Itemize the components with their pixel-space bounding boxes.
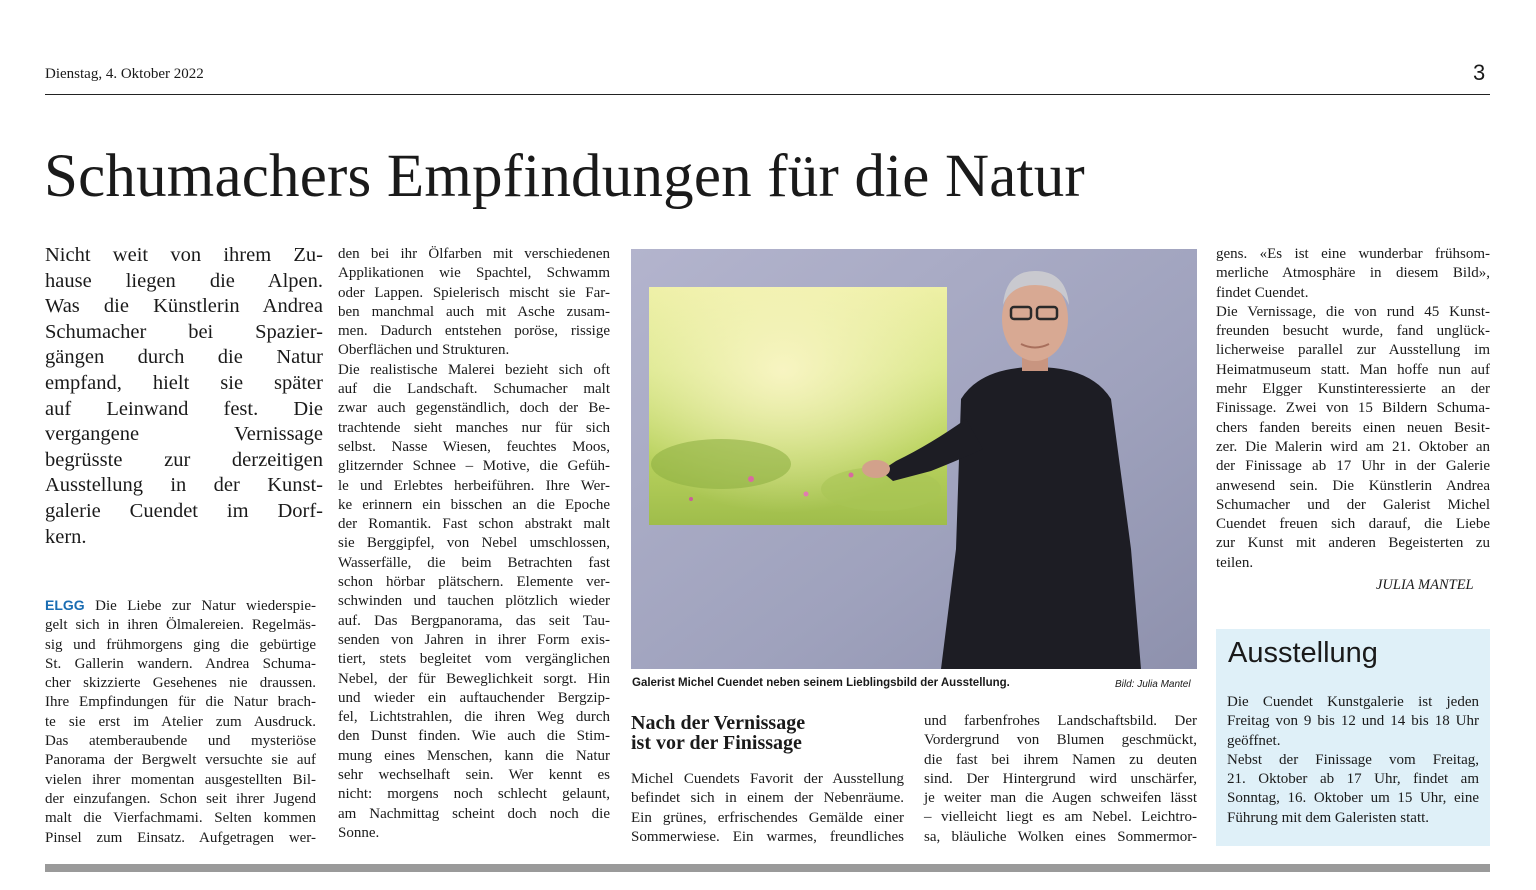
column-line: Vordergrund von Blumen geschmückt, bbox=[924, 732, 1197, 749]
column-line: Ihre Empfindungen für die Natur brach- bbox=[45, 694, 316, 711]
lead-line: begrüsste zur derzeitigen bbox=[45, 448, 323, 471]
column-line: nicht: morgens noch schlecht gelaunt, bbox=[338, 786, 610, 803]
column-line: den Dunst finden. Wie auch die Stim- bbox=[338, 728, 610, 745]
column-line: te sie erst im Atelier zum Ausdruck. bbox=[45, 713, 316, 730]
info-line: geöffnet. bbox=[1227, 732, 1281, 749]
column-line: men. Dadurch entstehen poröse, rissige bbox=[338, 323, 610, 340]
column-line: der einzufangen. Schon seit ihrer Jugend bbox=[45, 790, 316, 807]
column-line: St. Gallerin wandern. Andrea Schuma- bbox=[45, 655, 316, 672]
column-line: die fast bei ihrem Namen zu deuten bbox=[924, 751, 1197, 768]
column-line: der Finissage ab 17 Uhr in der Galerie bbox=[1216, 458, 1490, 475]
column-line: tiert, stets begleitet vom vergänglichen bbox=[338, 651, 610, 668]
headline: Schumachers Empfindungen für die Natur bbox=[44, 143, 1085, 210]
column-line: Sommerwiese. Ein warmes, freundliches bbox=[631, 828, 904, 845]
lead-line: Schumacher bei Spazier- bbox=[45, 320, 323, 343]
column-line: mung eines Menschen, kann die Natur bbox=[338, 747, 610, 764]
column-line: sig und frühmorgens ging die gebürtige bbox=[45, 636, 316, 653]
column-3 bbox=[631, 770, 904, 847]
column-line: ke erinnern ein bisschen an die Epoche bbox=[338, 496, 610, 513]
column-line: teilen. bbox=[1216, 554, 1254, 571]
lead-line: kern. bbox=[45, 525, 87, 548]
column-line: Finissage. Zwei von 15 Bildern Schuma- bbox=[1216, 400, 1490, 417]
subheading-line: Nach der Vernissage bbox=[631, 712, 806, 734]
lead-line: empfand, hielt sie später bbox=[45, 371, 323, 394]
column-2 bbox=[338, 245, 610, 843]
column-line: Schumacher und der Galerist Michel bbox=[1216, 496, 1490, 513]
column-line: zur Kunst mit anderen Begeisterten zu bbox=[1216, 535, 1490, 552]
column-line: Pinsel zum Einsatz. Aufgetragen wer- bbox=[45, 829, 316, 846]
column-line: schwinden und tauchen plötzlich wieder bbox=[338, 593, 610, 610]
column-line: auf die Landschaft. Schumacher malt bbox=[338, 381, 610, 398]
lead-line: Nicht weit von ihrem Zu- bbox=[45, 244, 323, 266]
column-line: senden von Jahren in ihrer Form exis- bbox=[338, 631, 610, 648]
lead-line: vergangene Vernissage bbox=[45, 423, 323, 446]
column-line: gens. «Es ist eine wunderbar frühsom- bbox=[1216, 246, 1490, 262]
column-line: Michel Cuendets Favorit der Ausstellung bbox=[631, 771, 904, 787]
column-line: Wasserfälle, die beim Betrachten fast bbox=[338, 554, 610, 571]
subheading-line: ist vor der Finissage bbox=[631, 732, 802, 754]
column-line: Die Vernissage, die von rund 45 Kunst- bbox=[1216, 303, 1490, 320]
column-5 bbox=[1216, 245, 1490, 573]
column-line: Applikationen wie Spachtel, Schwamm bbox=[338, 265, 610, 282]
column-line: merliche Atmosphäre in diesem Bild», bbox=[1216, 265, 1490, 282]
column-line: sie Berggipfel, von Nebel umschlossen, bbox=[338, 535, 610, 552]
lead-line: hause liegen die Alpen. bbox=[45, 269, 323, 292]
column-line: sa, bläuliche Wolken eines Sommermor- bbox=[924, 828, 1197, 845]
column-line: zer. Die Malerin wird am 21. Oktober an bbox=[1216, 438, 1490, 455]
column-line: Sonne. bbox=[338, 824, 380, 841]
column-line: den bei ihr Ölfarben mit verschiedenen bbox=[338, 246, 610, 262]
lead-line: Was die Künstlerin Andrea bbox=[45, 295, 323, 318]
column-line: auf. Das Bergpanorama, das seit Tau- bbox=[338, 612, 610, 629]
column-line: Ein grünes, erfrischendes Gemälde einer bbox=[631, 809, 904, 826]
column-line: chers fanden bereits einen neuen Besit- bbox=[1216, 419, 1490, 436]
page-number: 3 bbox=[1473, 60, 1486, 85]
info-line: Führung mit dem Galeristen statt. bbox=[1227, 809, 1430, 826]
article-photo bbox=[631, 249, 1197, 669]
column-line: Heimatmuseum statt. Man hoffe nun auf bbox=[1216, 361, 1490, 378]
info-line: Die Cuendet Kunstgalerie ist jeden bbox=[1227, 694, 1479, 710]
info-line: 21. Oktober ab 17 Uhr, findet am bbox=[1227, 771, 1479, 788]
column-line: selbst. Nasse Wiesen, feuchtes Moos, bbox=[338, 438, 610, 455]
location-kicker: ELGG bbox=[45, 597, 85, 613]
column-line: anwesend sein. Die Künstlerin Andrea bbox=[1216, 477, 1490, 494]
column-line: der Romantik. Fast schon abstrakt malt bbox=[338, 516, 610, 533]
column-line: am Nachmittag scheint doch noch die bbox=[338, 805, 610, 822]
lead-line: auf Leinwand fest. Die bbox=[45, 397, 323, 420]
photo-caption: Galerist Michel Cuendet neben seinem Lieblingsbild der Ausstellung. bbox=[632, 677, 1010, 689]
column-line: schon hörbar plätschern. Elemente ver- bbox=[338, 574, 610, 591]
info-box-title: Ausstellung bbox=[1228, 637, 1378, 669]
column-line: – vielleicht liegt es am Nebel. Leichtro- bbox=[924, 809, 1197, 826]
column-line: mehr Elgger Kunstinteressierte an der bbox=[1216, 381, 1490, 398]
column-line: Cuendet freuen sich darauf, die Liebe bbox=[1216, 516, 1490, 533]
column-line: sind. Der Hintergrund wird unschärfer, bbox=[924, 770, 1197, 787]
info-line: Freitag von 9 bis 12 und 14 bis 18 Uhr bbox=[1227, 713, 1479, 730]
column-line: je weiter man die Augen schweifen lässt bbox=[924, 790, 1197, 807]
lead-line: gängen durch die Natur bbox=[45, 346, 323, 369]
column-line: cher skizzierte Gesehenes nie draussen. bbox=[45, 675, 316, 692]
column-line: malt die Vierfachmami. Selten kommen bbox=[45, 810, 316, 827]
column-line: fel, Lichtstrahlen, die ihren Weg durch bbox=[338, 709, 610, 726]
column-line: licherweise parallel zur Ausstellung im bbox=[1216, 342, 1490, 359]
column-line: le und Erlebtes herbeiführen. Ihre Wer- bbox=[338, 477, 610, 494]
column-line: und wieder ein auftauchender Bergzip- bbox=[338, 689, 610, 706]
column-line: Die realistische Malerei bezieht sich oft bbox=[338, 361, 610, 378]
column-line: Oberflächen und Strukturen. bbox=[338, 342, 510, 359]
column-line: befindet sich in einem der Nebenräume. bbox=[631, 790, 904, 807]
column-line: vielen ihrer momentan ausgestellten Bil- bbox=[45, 771, 316, 788]
column-line: gelt sich in ihren Ölmalereien. Regelmäs- bbox=[45, 617, 316, 634]
column-line: und farbenfrohes Landschaftsbild. Der bbox=[924, 713, 1197, 729]
info-line: Nebst der Finissage vom Freitag, bbox=[1227, 751, 1479, 768]
lead-line: galerie Cuendet im Dorf- bbox=[45, 499, 323, 522]
column-4 bbox=[924, 712, 1197, 847]
column-line: ben manchmal auch mit Asche zusam- bbox=[338, 303, 610, 320]
author-byline: JULIA MANTEL bbox=[1376, 577, 1474, 593]
column-line: ELGG Die Liebe zur Natur wiederspie- bbox=[45, 597, 317, 614]
column-line: glitzernder Schnee – Motive, die Gefüh- bbox=[338, 458, 610, 475]
footer-bar bbox=[45, 864, 1490, 872]
header-rule bbox=[45, 94, 1490, 95]
column-line: Nebel, der für Beweglichkeit sorgt. Hin bbox=[338, 670, 610, 687]
column-line: Das atemberaubende und mysteriöse bbox=[45, 733, 316, 750]
column-line: zwar auch gegenständlich, doch der Be- bbox=[338, 400, 610, 417]
column-1 bbox=[45, 596, 316, 848]
column-line: findet Cuendet. bbox=[1216, 284, 1309, 301]
column-line: sehr wechselhaft sein. Wer kennt es bbox=[338, 767, 610, 784]
info-line: Sonntag, 16. Oktober um 15 Uhr, eine bbox=[1227, 790, 1479, 807]
column-line: trachtende sieht manches nur für sich bbox=[338, 419, 610, 436]
lead-line: Ausstellung in der Kunst- bbox=[45, 474, 323, 497]
info-box-text bbox=[1227, 693, 1479, 828]
column-line: freunden besucht wurde, fand unglück- bbox=[1216, 323, 1490, 340]
subheading bbox=[631, 713, 805, 753]
lead-paragraph bbox=[45, 243, 323, 550]
photo-credit: Bild: Julia Mantel bbox=[1115, 679, 1191, 690]
column-line: Panorama der Bergwelt versuchte sie auf bbox=[45, 752, 316, 769]
column-line: oder Lappen. Spielerisch mischt sie Far- bbox=[338, 284, 610, 301]
dateline: Dienstag, 4. Oktober 2022 bbox=[45, 66, 204, 82]
